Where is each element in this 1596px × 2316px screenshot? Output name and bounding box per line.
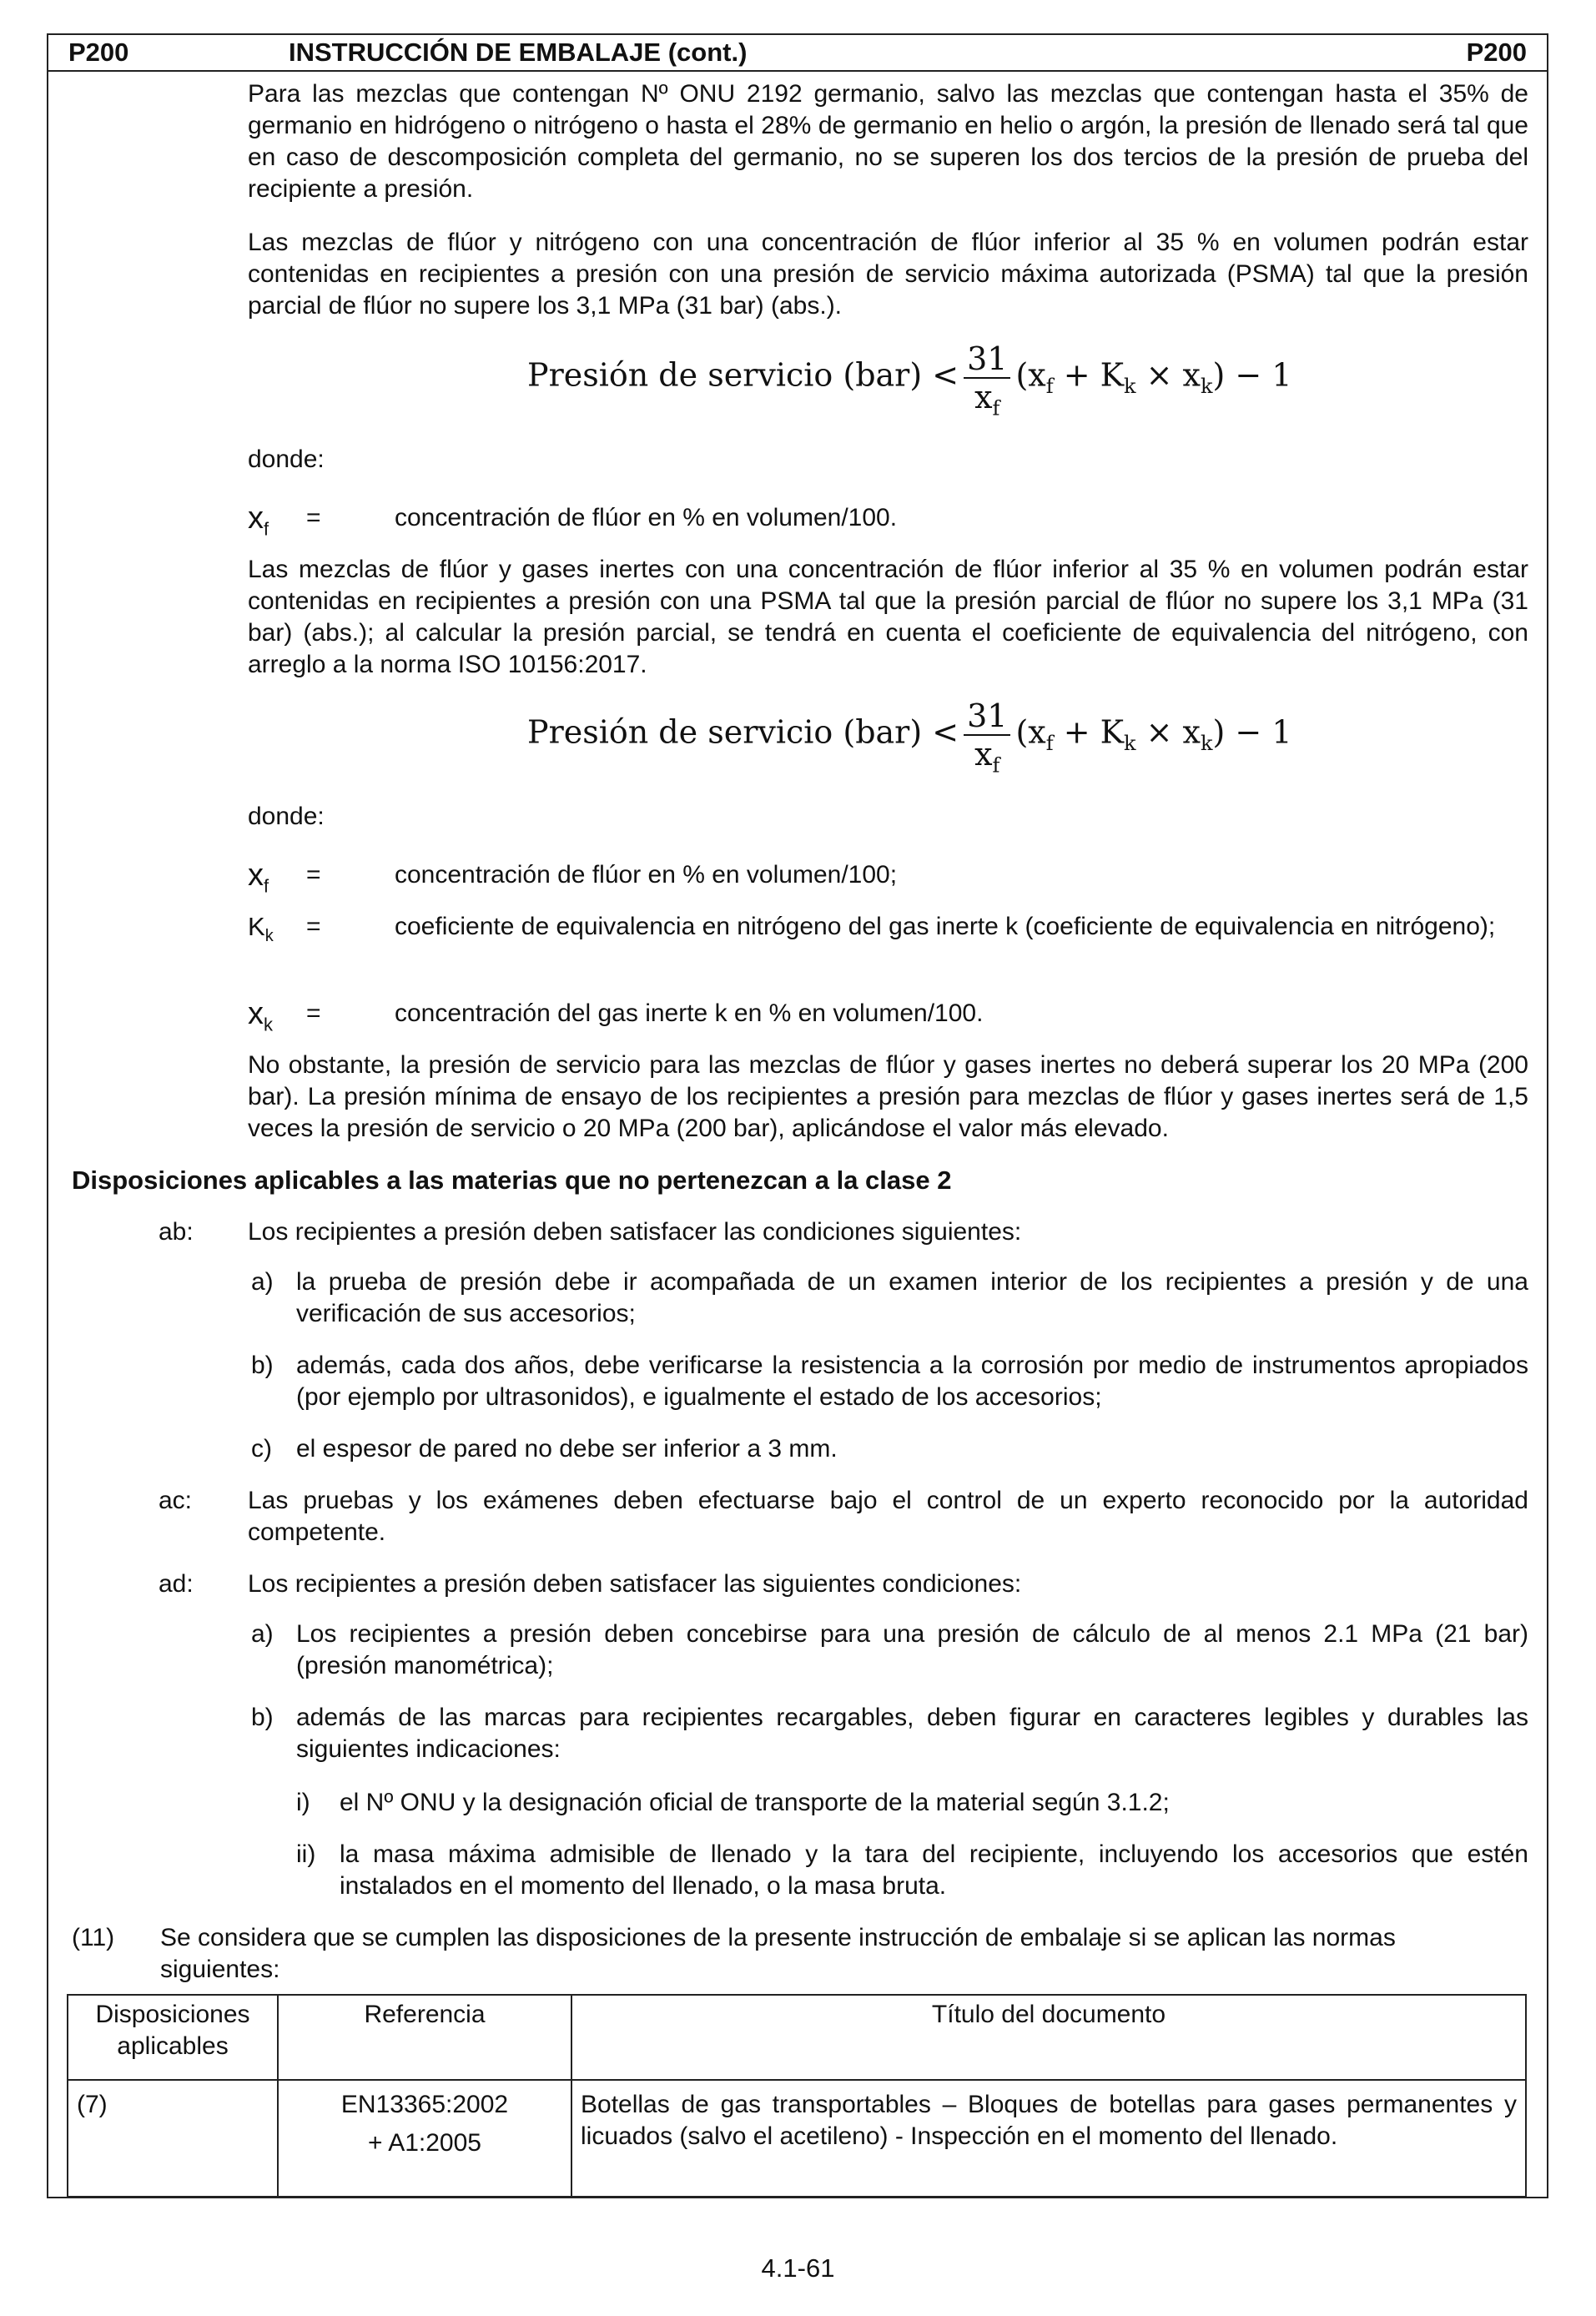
formula-lhs: Presión de servicio (bar) <: [527, 356, 959, 394]
label-ac: ac:: [159, 1487, 193, 1514]
list-item: la prueba de presión debe ir acompañada de un examen interior de los recipientes a presión y de una verificación de sus accesorios;: [296, 1268, 1528, 1327]
definition-xf: concentración de flúor en % en volumen/100;: [395, 861, 898, 889]
donde-label-2: donde:: [248, 803, 325, 830]
sublist-item: el Nº ONU y la designación oficial de transporte de la material según 3.1.2;: [340, 1789, 1170, 1816]
formula-2: Presión de servicio (bar) < $\frac{31}{x_f}$ $(x_f + K_k \times x_k) - 1$: [527, 697, 1292, 778]
table-row: [68, 2080, 1526, 2197]
text-ad: Los recipientes a presión deben satisfacer las siguientes condiciones:: [248, 1570, 1022, 1598]
paragraph-presion-maxima: No obstante, la presión de servicio para las mezclas de flúor y gases inertes no deberá superar los 20 MPa (200 bar). La presión mínima de ensayo de los recipientes a presión para mezclas de flúor y gases inertes será de 1,5 veces la presión de servicio o 20 MPa (200 bar), aplicándose el valor más elevado.: [248, 1051, 1528, 1142]
section-title: Disposiciones aplicables a las materias que no pertenezcan a la clase 2: [72, 1166, 952, 1195]
text-ac: Las pruebas y los exámenes deben efectuarse bajo el control de un experto reconocido por la autoridad competente.: [248, 1487, 1528, 1546]
header-titulo: Título del documento: [571, 1995, 1526, 2080]
header-disposiciones: Disposiciones aplicables: [68, 1995, 278, 2080]
list-item: además, cada dos años, debe verificarse la resistencia a la corrosión por medio de instrumentos apropiados (por ejemplo por ultrasonidos), e igualmente el estado de los accesorios;: [296, 1352, 1528, 1411]
sublist-label: i): [296, 1789, 310, 1816]
definition-kk: coeficiente de equivalencia en nitrógeno del gas inerte k (coeficiente de equivalencia en nitrógeno);: [395, 913, 1496, 940]
symbol-xf: $x_f$: [248, 858, 269, 897]
paragraph-germanio: Para las mezclas que contengan Nº ONU 2192 germanio, salvo las mezclas que contengan hasta el 35% de germanio en hidrógeno o nitrógeno o hasta el 28% de germanio en helio o argón, la presión de llenado será tal que en caso de descomposición completa del germanio, no se superen los dos tercios de la presión de prueba del recipiente a presión.: [248, 80, 1528, 203]
paragraph-fluor-gases-inertes: Las mezclas de flúor y gases inertes con una concentración de flúor inferior al 35 % en volumen podrán estar contenidas en recipientes a presión con una PSMA tal que la presión parcial de flúor no supere los 3,1 MPa (31 bar) (abs.); al calcular la presión parcial, se tendrá en cuenta el coeficiente de equivalencia del nitrógeno, con arreglo a la norma ISO 10156:2017.: [248, 556, 1528, 678]
list-label: a): [251, 1268, 274, 1296]
reference-main: EN13365:2002: [340, 2091, 509, 2118]
list-item: el espesor de pared no debe ser inferior a 3 mm.: [296, 1435, 838, 1463]
equals-sign: =: [306, 504, 321, 531]
header-left-code: P200: [68, 38, 129, 67]
equals-sign: =: [306, 913, 321, 940]
list-item: además de las marcas para recipientes recargables, deben figurar en caracteres legibles y durables las siguientes indicaciones:: [296, 1704, 1528, 1763]
sublist-label: ii): [296, 1840, 316, 1868]
donde-label-1: donde:: [248, 446, 325, 473]
header-right-code: P200: [1466, 38, 1527, 67]
symbol-xk: $x_k$: [248, 996, 273, 1035]
formula-fraction: $\frac{31}{x_f}$: [964, 340, 1010, 415]
text-ab: Los recipientes a presión deben satisfacer las condiciones siguientes:: [248, 1218, 1022, 1246]
list-label: b): [251, 1352, 274, 1379]
header-title: INSTRUCCIÓN DE EMBALAJE (cont.): [289, 38, 748, 67]
list-item: Los recipientes a presión deben concebirse para una presión de cálculo de al menos 2.1 MPa (21 bar) (presión manométrica);: [296, 1620, 1528, 1679]
list-label: b): [251, 1704, 274, 1731]
label-11: (11): [72, 1924, 115, 1951]
definition-xf: concentración de flúor en % en volumen/100.: [395, 504, 898, 531]
cell-referencia: [278, 2080, 571, 2197]
header-referencia: Referencia: [278, 1995, 571, 2080]
definition-xk: concentración del gas inerte k en % en volumen/100.: [395, 999, 984, 1027]
list-label: a): [251, 1620, 274, 1648]
reference-amendment: + A1:2005: [368, 2129, 481, 2157]
paragraph-fluor-nitrogeno: Las mezclas de flúor y nitrógeno con una concentración de flúor inferior al 35 % en volumen podrán estar contenidas en recipientes a presión con una presión de servicio máxima autorizada (PSMA) tal que la presión parcial de flúor no supere los 3,1 MPa (31 bar) (abs.).: [248, 229, 1528, 320]
label-ab: ab:: [159, 1218, 194, 1246]
label-ad: ad:: [159, 1570, 194, 1598]
page-header: [47, 33, 1548, 72]
equals-sign: =: [306, 999, 321, 1027]
text-11: Se considera que se cumplen las disposiciones de la presente instrucción de embalaje si se aplican las normas siguientes:: [160, 1924, 1396, 1983]
symbol-xf: $x_f$: [248, 501, 269, 540]
equals-sign: =: [306, 861, 321, 889]
table-header-row: [68, 1995, 1526, 2080]
cell-titulo: Botellas de gas transportables – Bloques de botellas para gases permanentes y licuados (salvo el acetileno) - Inspección en el momento del llenado.: [571, 2080, 1526, 2197]
symbol-kk: $K_k$: [248, 912, 274, 946]
cell-disposicion: (7): [68, 2080, 278, 2197]
list-label: c): [251, 1435, 272, 1463]
formula-fraction: $\frac{31}{x_f}$: [964, 697, 1010, 773]
formula-1: Presión de servicio (bar) < $\frac{31}{x_f}$ $(x_f + K_k \times x_k) - 1$: [527, 340, 1292, 420]
sublist-item: la masa máxima admisible de llenado y la tara del recipiente, incluyendo los accesorios que estén instalados en el momento del llenado, o la masa bruta.: [340, 1840, 1528, 1900]
page-number: 4.1-61: [761, 2253, 835, 2283]
standards-table: [67, 1994, 1527, 2198]
